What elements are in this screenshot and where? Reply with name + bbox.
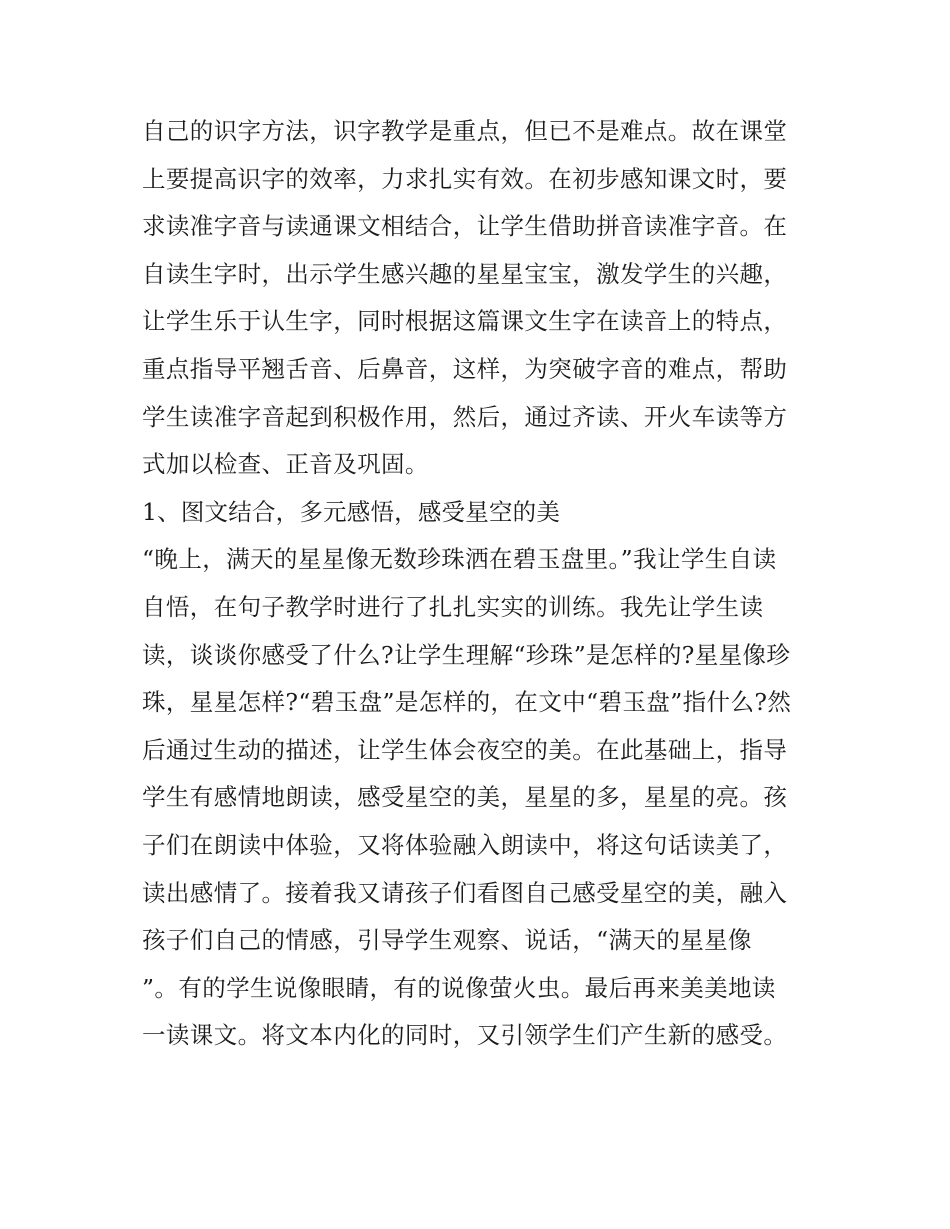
text-line: 上要提高识字的效率，力求扎实有效。在初步感知课文时，要	[142, 164, 788, 193]
text-line: “晚上，满天的星星像无数珍珠洒在碧玉盘里。”我让学生自读	[142, 545, 777, 574]
text-line: 求读准字音与读通课文相结合，让学生借助拼音读准字音。在	[142, 212, 788, 241]
text-line: 自己的识字方法，识字教学是重点，但已不是难点。故在课堂	[142, 117, 788, 145]
text-line: 式加以检查、正音及巩固。	[142, 450, 429, 479]
text-line: 子们在朗读中体验，又将体验融入朗读中，将这句话读美了，	[142, 830, 788, 859]
text-line: 学生有感情地朗读，感受星空的美，星星的多，星星的亮。孩	[142, 783, 788, 812]
text-line: 一读课文。将文本内化的同时，又引领学生们产生新的感受。	[142, 1021, 788, 1050]
text-line: 让学生乐于认生字，同时根据这篇课文生字在读音上的特点，	[142, 307, 788, 336]
text-line: 读出感情了。接着我又请孩子们看图自己感受星空的美，融入	[142, 878, 788, 907]
text-line: 自读生字时，出示学生感兴趣的星星宝宝，激发学生的兴趣，	[142, 259, 788, 288]
text-line: 读，谈谈你感受了什么?让学生理解“珍珠”是怎样的?星星像珍	[142, 640, 791, 669]
section-heading: 1、图文结合，多元感悟，感受星空的美	[142, 497, 561, 526]
text-line: 重点指导平翘舌音、后鼻音，这样，为突破字音的难点，帮助	[142, 354, 788, 383]
body-text	[142, 108, 822, 1060]
text-line: 珠，星星怎样?“碧玉盘”是怎样的，在文中“碧玉盘”指什么?然	[142, 688, 792, 717]
text-line: 孩子们自己的情感，引导学生观察、说话，“满天的星星像	[142, 926, 752, 955]
text-line: ”。有的学生说像眼睛，有的说像萤火虫。最后再来美美地读	[142, 973, 776, 1002]
text-line: 学生读准字音起到积极作用，然后，通过齐读、开火车读等方	[142, 402, 788, 431]
text-line: 自悟，在句子教学时进行了扎扎实实的训练。我先让学生读	[142, 592, 764, 621]
text-line: 后通过生动的描述，让学生体会夜空的美。在此基础上，指导	[142, 735, 788, 764]
